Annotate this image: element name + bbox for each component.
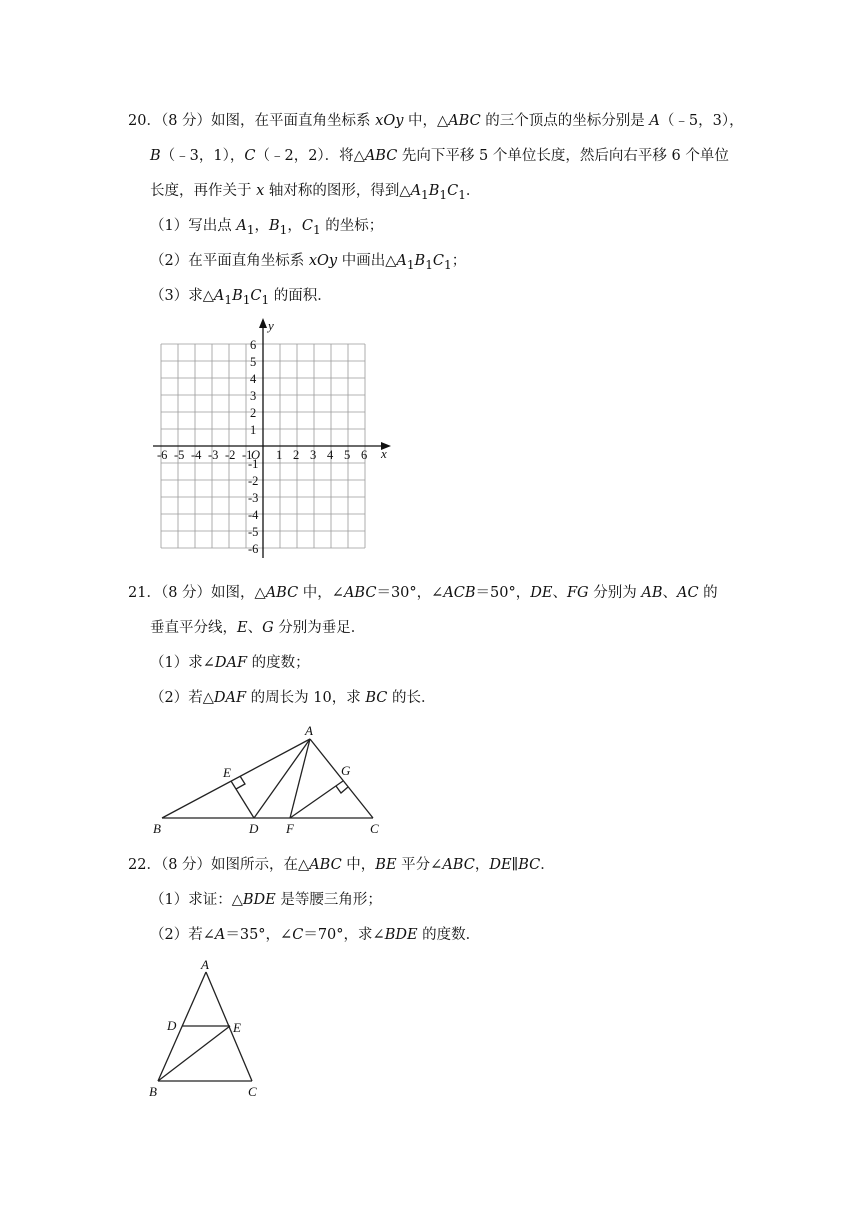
x-tick-label: 4 xyxy=(327,448,334,462)
q20-text: 1 xyxy=(439,187,448,202)
q20-text: C xyxy=(447,183,459,199)
q20-text: B xyxy=(150,148,161,164)
q21-text: DE xyxy=(530,585,553,601)
q20-text: 1 xyxy=(312,222,321,237)
segment-ab xyxy=(162,739,310,818)
axis-tick-labels xyxy=(157,318,387,556)
y-tick-label: 4 xyxy=(250,372,257,386)
label-c: C xyxy=(370,821,379,836)
q21-text: ABC xyxy=(265,585,299,601)
q20-text: （3）求△ xyxy=(150,288,214,304)
q21-text: BC xyxy=(365,690,388,706)
q21-text: 的度数； xyxy=(247,655,310,671)
q20-text: A xyxy=(213,288,225,304)
q20-text: B xyxy=(414,253,426,269)
q22-text: ABC xyxy=(442,857,475,873)
q21-text: 、 xyxy=(552,585,567,601)
q21-sub-2 xyxy=(150,688,435,708)
y-tick-label: 6 xyxy=(250,338,257,352)
q20-text: 1 xyxy=(406,257,415,272)
q22-text: ABC xyxy=(309,857,342,873)
q20-text: 轴对称的图形，得到△ xyxy=(264,183,411,199)
q21-text: G xyxy=(262,620,274,636)
q20-text: 1 xyxy=(444,257,452,272)
q21-text: E xyxy=(237,620,248,636)
q22-text: BE xyxy=(375,857,397,873)
q22-text: 中， xyxy=(341,857,376,873)
q22-sub-2 xyxy=(150,925,480,945)
q22-sub-1 xyxy=(150,890,382,910)
q20-text: A xyxy=(410,183,422,199)
label-e: E xyxy=(233,1020,241,1035)
q20-text: C xyxy=(244,148,256,164)
label-c: C xyxy=(248,1084,257,1099)
q22-text: ∥ xyxy=(511,857,519,873)
x-tick-label: O xyxy=(251,448,261,462)
segment-be xyxy=(158,1026,230,1081)
q20-text: 1 xyxy=(224,292,233,307)
y-tick-label: -2 xyxy=(248,474,259,488)
x-tick-label: -5 xyxy=(174,448,185,462)
q21-text: 中，∠ xyxy=(298,585,344,601)
q21-sub-1 xyxy=(150,653,310,673)
q22-text: BDE xyxy=(384,927,418,943)
q21-text: （1）求∠ xyxy=(150,655,215,671)
x-tick-label: -4 xyxy=(191,448,202,462)
q20-text: C xyxy=(250,288,262,304)
q20-text: 1 xyxy=(279,222,288,237)
y-tick-label: -5 xyxy=(248,525,259,539)
q20-text: 1 xyxy=(246,222,255,237)
q21-text: DAF xyxy=(214,655,248,671)
q20-text: ABC xyxy=(364,148,398,164)
q21-text: 的 xyxy=(698,585,718,601)
q20-text: C xyxy=(301,218,313,234)
q20-line-2 xyxy=(150,146,729,166)
y-tick-label: -3 xyxy=(248,491,259,505)
q20-text: 长度，再作关于 xyxy=(150,183,257,199)
q20-text: ， xyxy=(254,218,270,234)
coordinate-axes xyxy=(153,318,391,558)
q22-text: ， xyxy=(474,857,490,873)
q20-text: 1 xyxy=(242,292,251,307)
q22-text: 的度数． xyxy=(417,927,481,943)
q22-text: ＝70°，求∠ xyxy=(303,927,385,943)
q22-text: （1）求证：△ xyxy=(150,892,243,908)
q21-triangle-figure xyxy=(145,722,395,840)
q20-text: B xyxy=(232,288,243,304)
q20-line-1 xyxy=(128,111,744,131)
q20-sub-2 xyxy=(150,251,466,275)
q20-sub-3 xyxy=(150,286,332,310)
q21-line-1 xyxy=(128,583,718,603)
y-axis-label: y xyxy=(268,318,274,333)
label-f: F xyxy=(286,821,294,836)
q20-text: 1 xyxy=(425,257,433,272)
q22-text: 是等腰三角形； xyxy=(275,892,382,908)
coordinate-grid-figure xyxy=(140,312,400,568)
q20-text: A xyxy=(396,253,407,269)
y-axis-arrow-icon xyxy=(259,318,267,328)
q21-text: ＝30°，∠ xyxy=(376,585,444,601)
x-tick-label: 5 xyxy=(344,448,351,462)
q21-text: 、 xyxy=(247,620,263,636)
q22-text: DE xyxy=(489,857,512,873)
x-axis-label: x xyxy=(381,446,387,461)
q22-text: ． xyxy=(540,857,555,873)
x-tick-label: -6 xyxy=(157,448,168,462)
y-tick-label: 3 xyxy=(250,389,257,403)
right-angle-mark-g xyxy=(336,786,348,793)
q22-text: （2）若∠ xyxy=(150,927,215,943)
q21-text: AC xyxy=(676,585,699,601)
label-a: A xyxy=(201,957,209,972)
q20-text: ； xyxy=(451,253,467,269)
y-tick-label: -6 xyxy=(248,542,259,556)
q20-text: 20．（8 分）如图，在平面直角坐标系 xyxy=(128,113,376,129)
q22-text: 22．（8 分）如图所示，在△ xyxy=(128,857,310,873)
q20-text: B xyxy=(269,218,280,234)
segment-ad xyxy=(254,739,310,818)
q21-text: 21．（8 分）如图，△ xyxy=(128,585,266,601)
q21-text: 的长． xyxy=(387,690,436,706)
q21-text: 分别为垂足． xyxy=(273,620,366,636)
q20-text: 1 xyxy=(458,187,466,202)
q21-line-2 xyxy=(150,618,365,638)
x-tick-label: 2 xyxy=(293,448,300,462)
q21-text: 的周长为 10，求 xyxy=(246,690,366,706)
q20-line-3 xyxy=(150,181,480,205)
label-e: E xyxy=(223,765,231,780)
label-a: A xyxy=(305,723,313,738)
x-tick-label: 1 xyxy=(276,448,283,462)
x-tick-label: -3 xyxy=(208,448,219,462)
q20-text: ， xyxy=(287,218,302,234)
label-d: D xyxy=(249,821,259,836)
y-tick-label: -4 xyxy=(248,508,259,522)
q22-line-1 xyxy=(128,855,555,875)
label-g: G xyxy=(341,763,351,778)
q22-triangle-figure xyxy=(140,955,270,1105)
q20-text: xOy xyxy=(375,113,404,129)
x-tick-label: 6 xyxy=(361,448,368,462)
x-tick-label: 3 xyxy=(310,448,317,462)
q21-text: 垂直平分线， xyxy=(150,620,237,636)
y-tick-label: 2 xyxy=(250,406,257,420)
q20-text: 1 xyxy=(261,292,270,307)
q20-text: 的面积． xyxy=(269,288,332,304)
q22-text: ＝35°，∠ xyxy=(225,927,293,943)
q20-text: （2）在平面直角坐标系 xyxy=(150,253,309,269)
q20-text: x xyxy=(256,183,265,199)
q20-text: 1 xyxy=(421,187,429,202)
q21-text: 、 xyxy=(662,585,677,601)
segment-ed xyxy=(231,781,254,818)
q20-text: ． xyxy=(465,183,481,199)
q21-text: ＝50°， xyxy=(475,585,531,601)
x-tick-label: -1 xyxy=(242,448,253,462)
q20-sub-1 xyxy=(150,216,383,240)
q20-text: 中，△ xyxy=(403,113,449,129)
q20-text: ABC xyxy=(448,113,481,129)
q22-text: 平分∠ xyxy=(396,857,443,873)
q20-text: C xyxy=(432,253,444,269)
q21-text: ACB xyxy=(443,585,476,601)
q20-text: xOy xyxy=(308,253,338,269)
q20-text: （﹣3，1）， xyxy=(160,148,245,164)
q21-text: （2）若△ xyxy=(150,690,214,706)
q21-text: 分别为 xyxy=(588,585,642,601)
q21-text: AB xyxy=(641,585,663,601)
q20-text: （1）写出点 xyxy=(150,218,237,234)
q22-text: A xyxy=(214,927,226,943)
q22-text: BC xyxy=(518,857,541,873)
q21-text: DAF xyxy=(213,690,247,706)
q22-text: BDE xyxy=(242,892,276,908)
segment-ac xyxy=(310,739,373,818)
label-b: B xyxy=(149,1084,157,1099)
q20-text: （﹣2，2）．将△ xyxy=(255,148,365,164)
q20-text: 的坐标； xyxy=(320,218,384,234)
q21-text: ABC xyxy=(343,585,377,601)
q21-text: FG xyxy=(566,585,589,601)
q20-text: 先向下平移 5 个单位长度，然后向右平移 6 个单位 xyxy=(397,148,729,164)
x-tick-label: -2 xyxy=(225,448,236,462)
y-tick-label: 5 xyxy=(250,355,257,369)
q20-text: A xyxy=(236,218,247,234)
q22-text: C xyxy=(292,927,304,943)
q20-text: 中画出△ xyxy=(337,253,397,269)
q20-text: （﹣5，3）， xyxy=(659,113,744,129)
q20-text: B xyxy=(428,183,440,199)
label-b: B xyxy=(153,821,161,836)
y-tick-label: 1 xyxy=(250,423,257,437)
y-tick-label: -1 xyxy=(248,457,259,471)
label-d: D xyxy=(167,1018,177,1033)
q20-text: A xyxy=(649,113,660,129)
q20-text: 的三个顶点的坐标分别是 xyxy=(480,113,650,129)
